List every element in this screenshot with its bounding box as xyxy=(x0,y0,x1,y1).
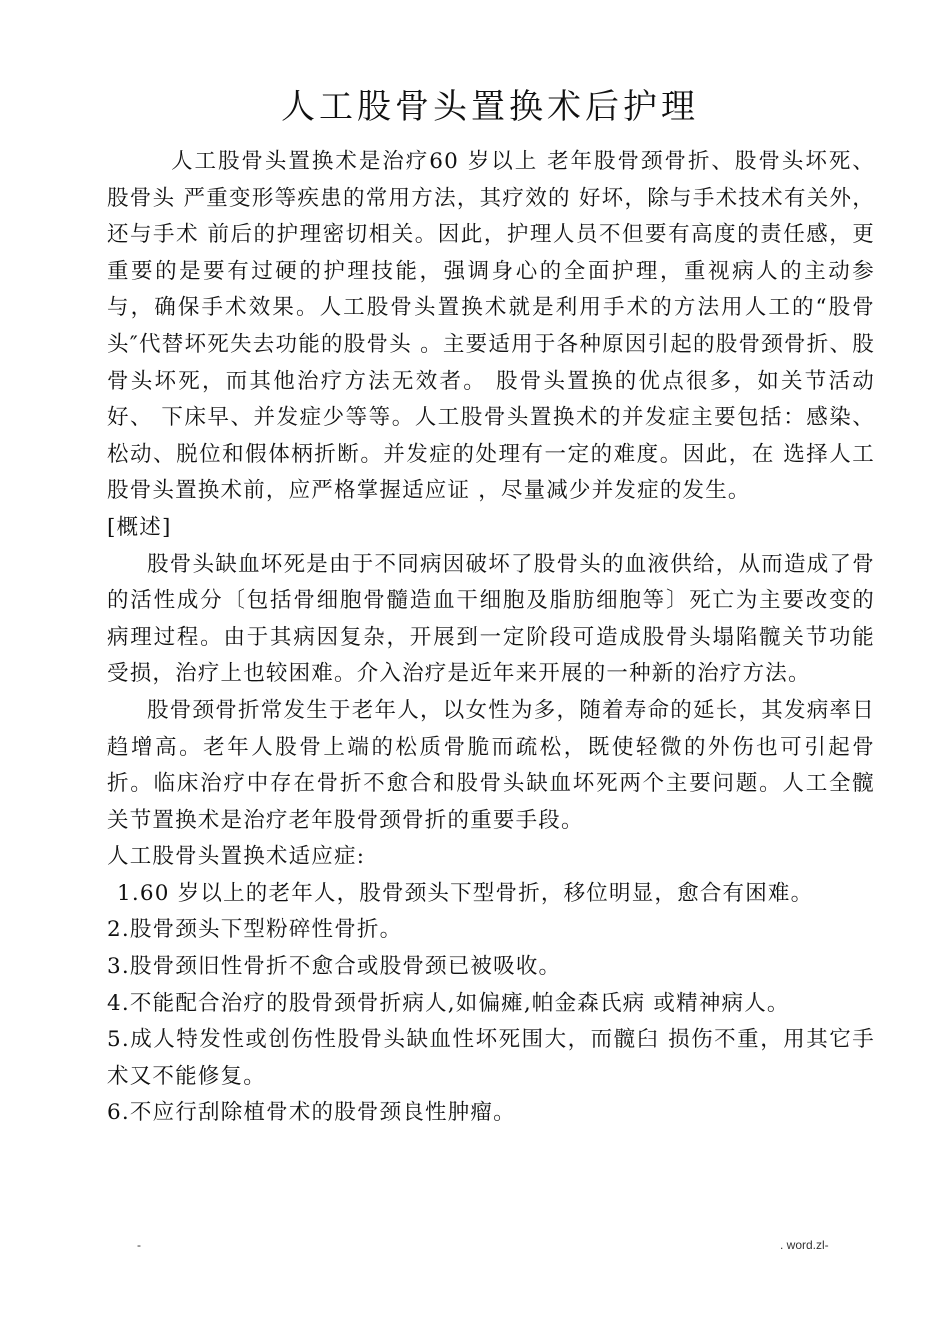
indications-label: 人工股骨头置换术适应症: xyxy=(107,844,366,870)
fracture-paragraph: 股骨颈骨折常发生于老年人，以女性为多，随着寿命的延长，其发病率日趋增高。老年人股骨上端的松质骨脆而疏松，既使轻微的外伤也可引起骨折。临床治疗中存在骨折不愈合和股骨头缺血坏死两个主要问题。人工全髋关节置换术是治疗老年股骨颈骨折的重要手段。 xyxy=(107,697,875,833)
indication-item: 3.股骨颈旧性骨折不愈合或股骨颈已被吸收。 xyxy=(107,954,562,980)
indication-item: 6.不应行刮除植骨术的股骨颈良性肿瘤。 xyxy=(107,1100,516,1126)
footer-left-mark: - xyxy=(137,1238,141,1252)
indication-item: 4.不能配合治疗的股骨颈骨折病人,如偏瘫,帕金森氏病 或精神病人。 xyxy=(107,990,790,1016)
intro-paragraph: 人工股骨头置换术是治疗60 岁以上 老年股骨颈骨折、股骨头坏死、股骨头 严重变形等疾患的常用方法，其疗效的 好坏，除与手术技术有关外，还与手术 前后的护理密切相关。因此，护理人员不但要有高度的责任感，更重要的是要有过硬的护理技能，强调身心的全面护理，重视病人的主动参与，确保手术效果。人工股骨头置换术就是利用手术的方法用人工的“股骨头″代替坏死失去功能的股骨头 。主要适用于各种原因引起的股骨颈骨折、股骨头坏死，而其他治疗方法无效者。 股骨头置换的优点很多，如关节活动好、 下床早、并发症少等等。人工股骨头置换术的并发症主要包括：感染、松动、脱位和假体柄折断。并发症的处理有一定的难度。因此，在 选择人工股骨头置换术前，应严格掌握适应证 ，尽量减少并发症的发生。 xyxy=(107,149,875,504)
document-body xyxy=(107,144,875,1132)
page-title: 人工股骨头置换术后护理 xyxy=(281,87,699,127)
necrosis-paragraph: 股骨头缺血坏死是由于不同病因破坏了股骨头的血液供给，从而造成了骨的活性成分〔包括骨细胞骨髓造血干细胞及脂肪细胞等〕死亡为主要改变的病理过程。由于其病因复杂，开展到一定阶段可造成股骨头塌陷髋关节功能受损，治疗上也较困难。介入治疗是近年来开展的一种新的治疗方法。 xyxy=(107,551,875,687)
indication-item: 2.股骨颈头下型粉碎性骨折。 xyxy=(107,917,403,943)
indication-item: 5.成人特发性或创伤性股骨头缺血性坏死围大，而髋臼 损伤不重，用其它手术又不能修复。 xyxy=(107,1027,875,1089)
footer-right-text: . word.zl- xyxy=(780,1238,829,1252)
overview-label: [概述] xyxy=(107,514,172,540)
indication-item: 1.60 岁以上的老年人，股骨颈头下型骨折，移位明显，愈合有困难。 xyxy=(117,880,814,906)
